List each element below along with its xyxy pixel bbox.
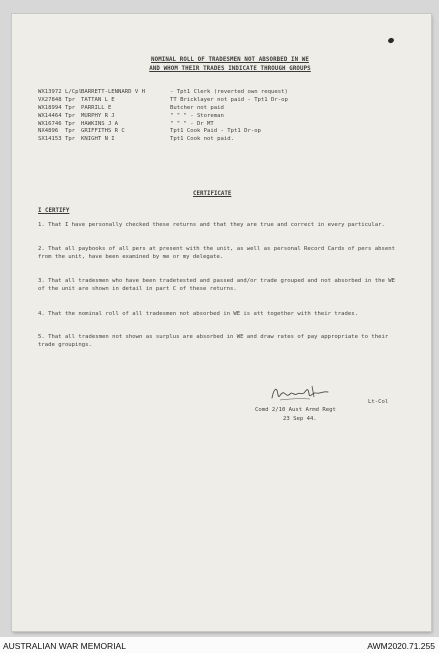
trade: " " " - Dr MT	[170, 120, 214, 127]
rank: Tpr	[65, 104, 76, 111]
roll-entry	[38, 105, 398, 113]
signatory-appointment: Comd 2/10 Aust Armd Regt	[255, 407, 336, 414]
service-number: WX13972	[38, 89, 62, 95]
signatory-rank: Lt-Col	[368, 399, 389, 405]
service-number: VX27848	[38, 96, 62, 103]
certificate-heading: CERTIFICATE	[193, 191, 232, 197]
soldier-name: KNIGHT N I	[81, 136, 115, 143]
trade: Butcher not paid	[170, 104, 224, 111]
soldier-name: GRIFFITHS R C	[81, 128, 125, 135]
trade: " " " - Storeman	[170, 112, 224, 119]
roll-entry	[38, 128, 398, 136]
rank: Tpr	[65, 136, 76, 143]
rank: Tpr	[65, 128, 76, 135]
trade: - Tpt1 Clerk (reverted own request)	[170, 89, 288, 95]
soldier-name: BARRETT-LENNARD V H	[81, 89, 145, 95]
service-number: WX18994	[38, 104, 62, 111]
accession-number: AWM2020.71.255	[367, 641, 435, 651]
rank: L/Cpl	[65, 89, 82, 95]
roll-title-line1: NOMINAL ROLL OF TRADESMEN NOT ABSORBED IN WE	[151, 57, 309, 63]
nominal-roll	[38, 89, 398, 144]
roll-entry	[38, 136, 398, 144]
roll-title-line2: AND WHOM THEIR TRADES INDICATE THROUGH GROUPS	[149, 66, 311, 72]
service-number: SX14153	[38, 136, 62, 143]
certify-heading: I CERTIFY	[38, 208, 70, 214]
certification-paragraph: 1. That I have personally checked these returns and that they are true and correct in every particular.	[38, 222, 385, 228]
service-number: NX4896	[38, 128, 59, 135]
soldier-name: HAWKINS J A	[81, 120, 119, 127]
roll-entry	[38, 113, 398, 121]
trade: Tpt1 Cook Paid - Tpt1 Dr-op	[170, 128, 261, 135]
signature-block	[255, 398, 389, 423]
trade: Tpt1 Cook not paid.	[170, 136, 234, 143]
soldier-name: PARRILL E	[81, 104, 112, 111]
roll-entry	[38, 89, 398, 97]
roll-entry	[38, 97, 398, 105]
archive-footer	[0, 638, 439, 653]
signature-date: 23 Sep 44.	[283, 415, 317, 422]
certification-paragraph: 3. That all tradesmen who have been tradetested and passed and/or trade grouped and not absorbed in the WE of the unit are shown in detail in part C of these returns.	[38, 278, 395, 292]
rank: Tpr	[65, 120, 76, 127]
trade: TT Bricklayer not paid - Tpt1 Dr-op	[170, 96, 288, 103]
archive-name: AUSTRALIAN WAR MEMORIAL	[3, 641, 126, 651]
rank: Tpr	[65, 112, 76, 119]
soldier-name: MURPHY R J	[81, 112, 115, 119]
certification-paragraph: 4. That the nominal roll of all tradesmen not absorbed in WE is att together with their trades.	[38, 311, 358, 317]
rank: Tpr	[65, 96, 76, 103]
roll-entry	[38, 121, 398, 129]
certification-paragraph: 2. That all paybooks of all pers at present with the unit, as well as personal Record Cards of pers absent from the unit, have been examined by me or my delegate.	[38, 246, 395, 260]
service-number: WX16746	[38, 120, 62, 127]
soldier-name: TATTAN L E	[81, 96, 115, 103]
certification-paragraph: 5. That all tradesmen not shown as surplus are absorbed in WE and draw rates of pay appropriate to their trade groupings.	[38, 334, 389, 348]
service-number: WX14464	[38, 112, 62, 119]
